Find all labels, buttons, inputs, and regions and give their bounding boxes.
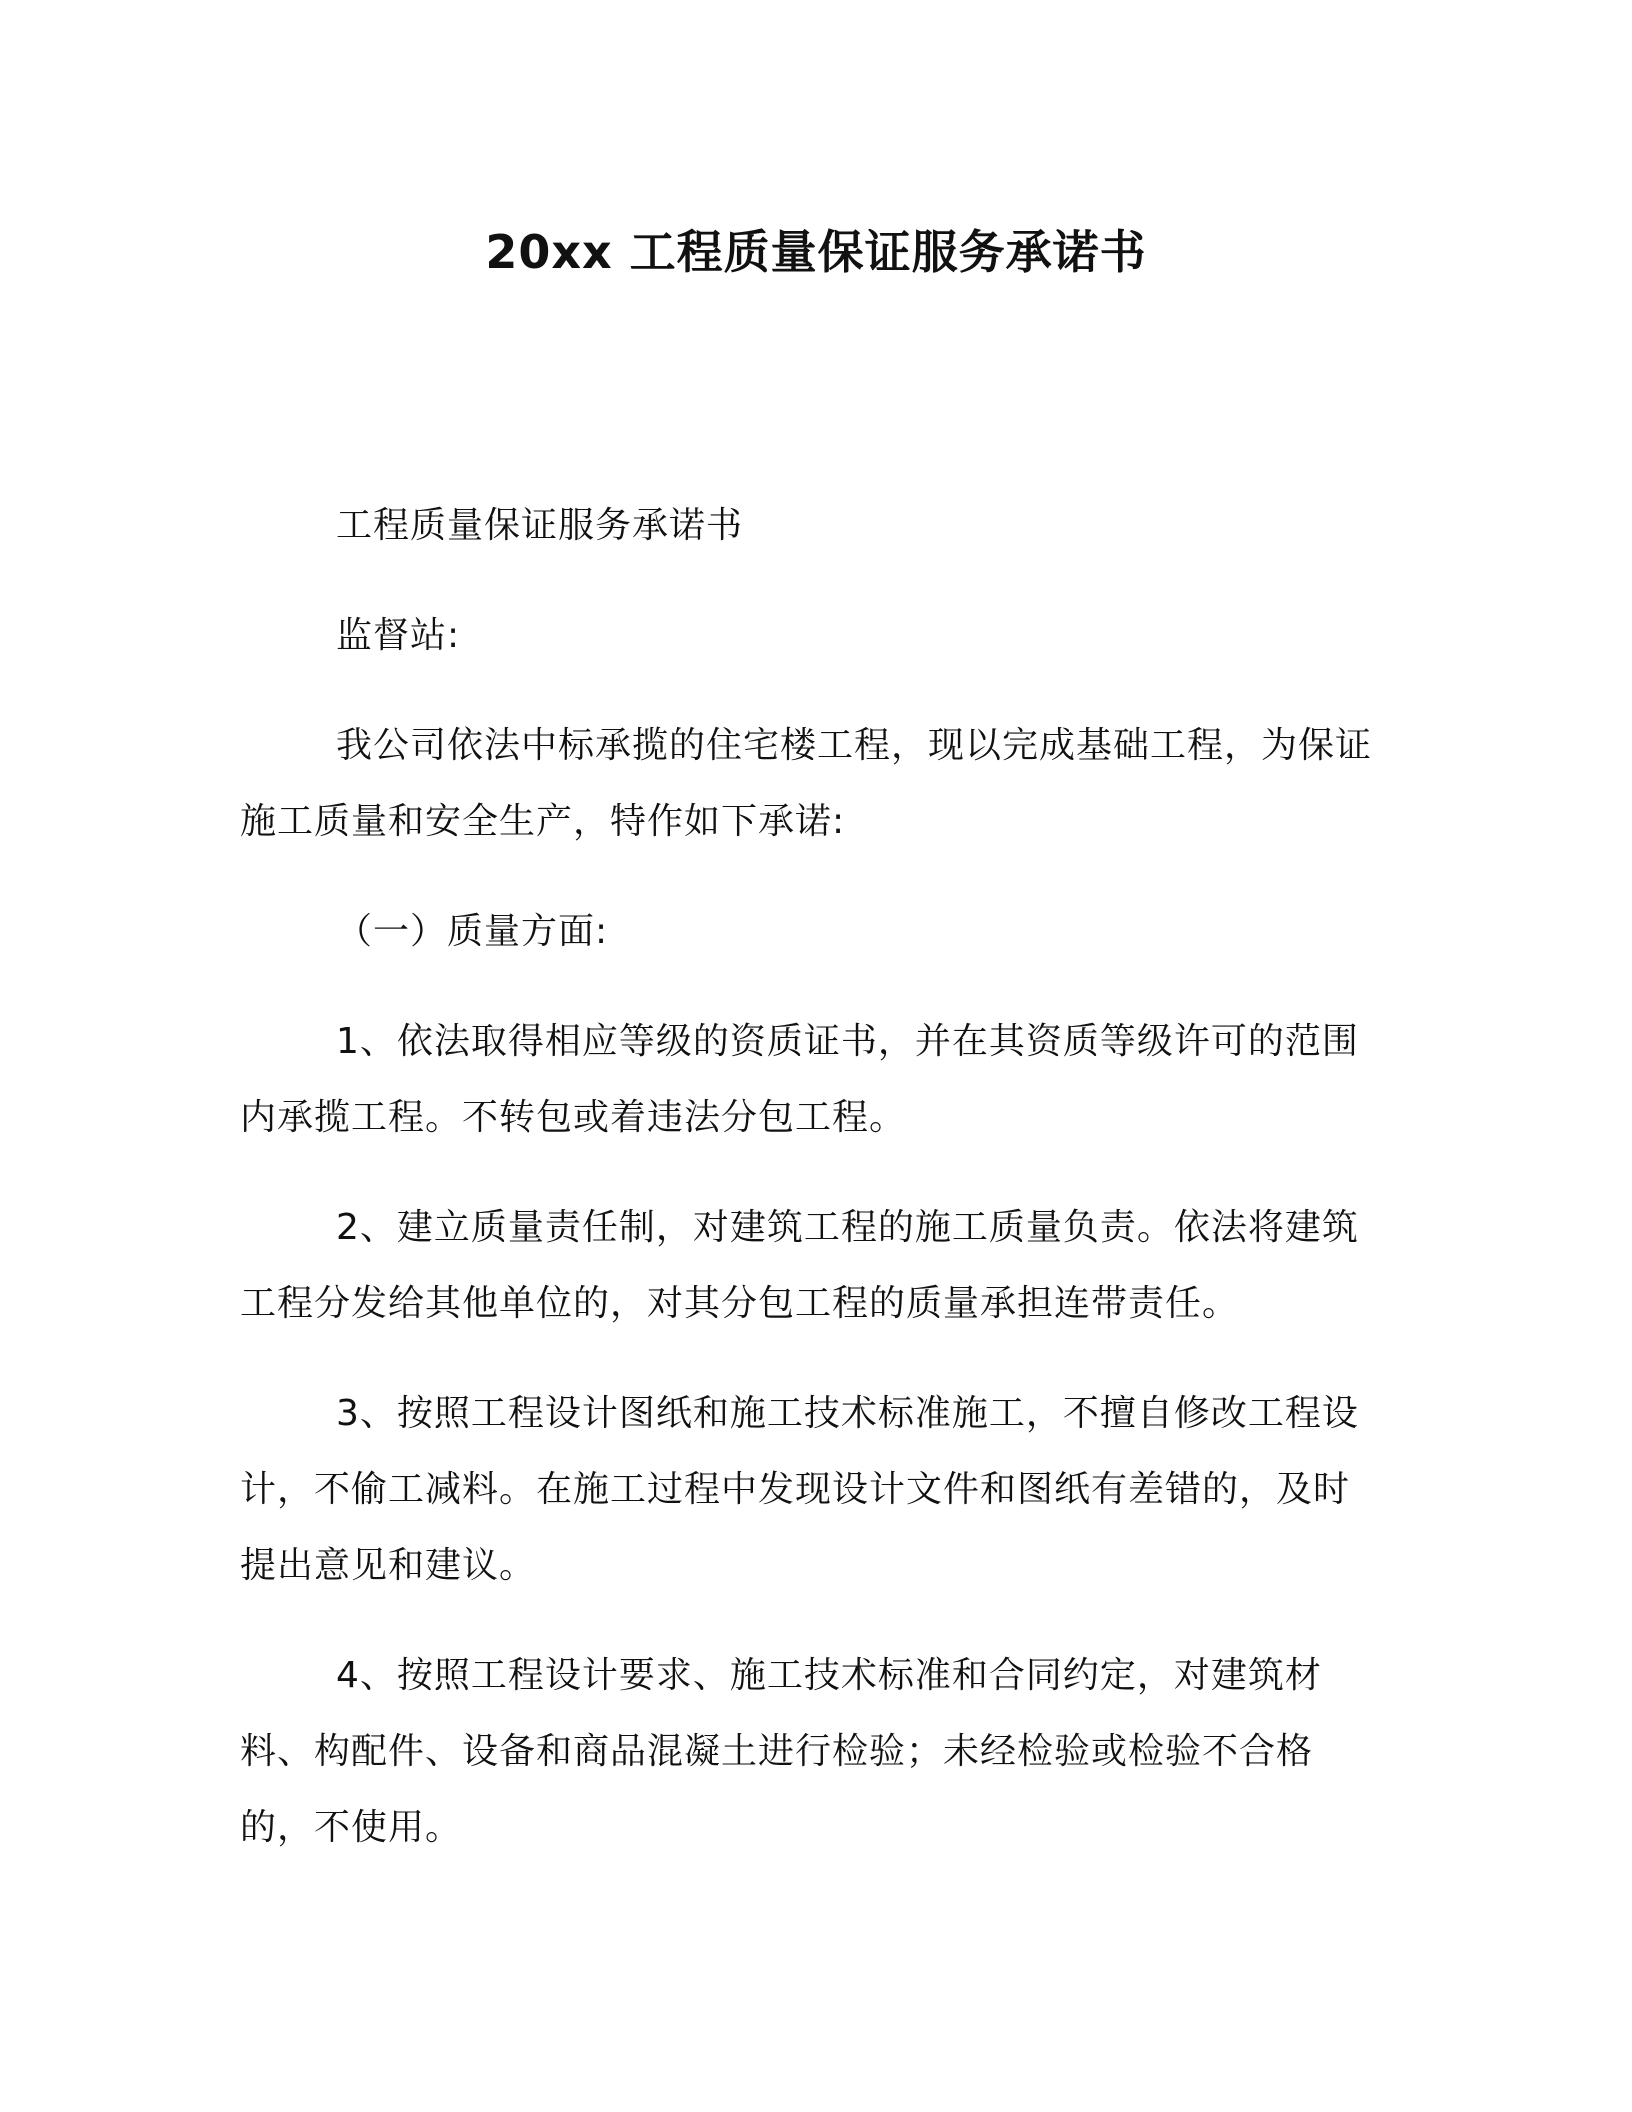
paragraph-subtitle: 工程质量保证服务承诺书 [336,505,744,546]
paragraph-intro: 我公司依法中标承揽的住宅楼工程，现以完成基础工程，为保证施工质量和安全生产，特作如下承诺: [240,725,1373,842]
document-body [240,488,1380,1900]
paragraph-item-4: 4、按照工程设计要求、施工技术标准和合同约定，对建筑材料、构配件、设备和商品混凝土进行检验；未经检验或检验不合格的，不使用。 [240,1655,1322,1848]
paragraph-item-1: 1、依法取得相应等级的资质证书，并在其资质等级许可的范围内承揽工程。不转包或着违法分包工程。 [240,1021,1359,1138]
document-title: 20xx 工程质量保证服务承诺书 [485,225,1147,279]
paragraph-addressee: 监督站: [336,615,461,656]
paragraph-item-2: 2、建立质量责任制，对建筑工程的施工质量负责。依法将建筑工程分发给其他单位的，对其分包工程的质量承担连带责任。 [240,1207,1359,1324]
paragraph-item-3: 3、按照工程设计图纸和施工技术标准施工，不擅自修改工程设计，不偷工减料。在施工过程中发现设计文件和图纸有差错的，及时提出意见和建议。 [240,1393,1359,1586]
section-heading-quality: （一）质量方面: [336,911,609,952]
